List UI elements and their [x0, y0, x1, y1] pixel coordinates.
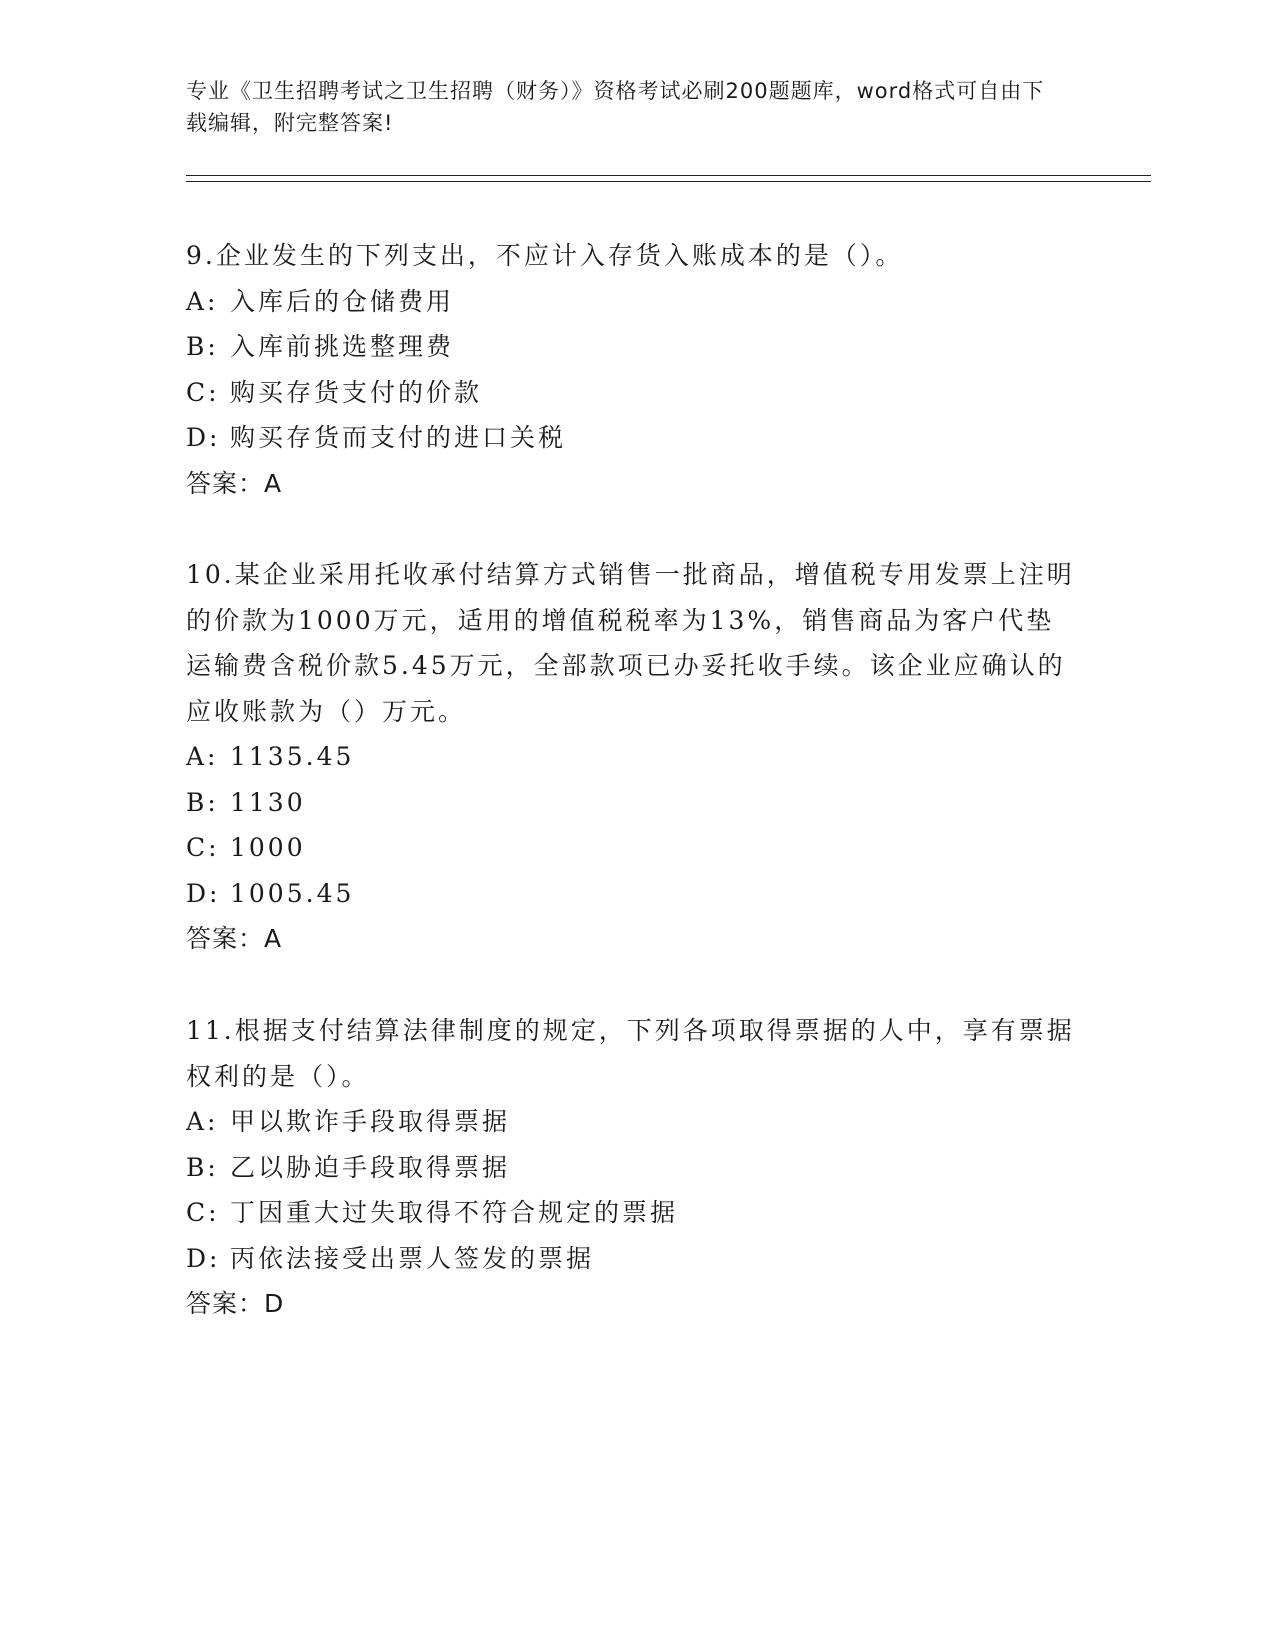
option-key: D:	[186, 1243, 221, 1273]
option-text: 入库后的仓储费用	[230, 286, 455, 316]
option-a	[186, 279, 1076, 325]
option-key: C:	[186, 1198, 220, 1227]
option-text: 甲以欺诈手段取得票据	[230, 1107, 511, 1136]
question-stem: 11.根据支付结算法律制度的规定，下列各项取得票据的人中，享有票据权利的是（）。	[186, 1016, 1075, 1091]
option-b	[186, 1145, 1076, 1191]
answer-line: 答案：A	[186, 924, 283, 953]
option-a	[186, 1099, 1076, 1145]
question-stem: 10.某企业采用托收承付结算方式销售一批商品，增值税专用发票上注明的价款为1000万元，适用的增值税税率为13%，销售商品为客户代垫运输费含税价款5.45万元，全部款项已办妥托收手续。该企业应确认的应收账款为（）万元。	[186, 560, 1075, 726]
answer-line: 答案：D	[186, 1289, 285, 1318]
option-text: 乙以胁迫手段取得票据	[230, 1152, 511, 1182]
option-key: C:	[186, 833, 220, 862]
option-key: C:	[186, 377, 220, 407]
question-10	[186, 552, 1076, 962]
document-header	[186, 75, 1066, 139]
option-text: 丙依法接受出票人签发的票据	[230, 1243, 595, 1273]
option-d	[186, 1236, 1076, 1282]
option-c	[186, 370, 1076, 416]
option-key: A:	[186, 286, 219, 316]
option-d	[186, 415, 1076, 461]
option-a	[186, 734, 1076, 780]
option-text: 1135.45	[230, 742, 355, 771]
option-d	[186, 871, 1076, 917]
option-c	[186, 1190, 1076, 1236]
answer-line: 答案：A	[186, 468, 283, 498]
option-key: D:	[186, 423, 221, 452]
option-key: B:	[186, 332, 219, 361]
option-text: 购买存货而支付的进口关税	[230, 423, 567, 452]
option-key: B:	[186, 1152, 219, 1182]
question-stem: 9.企业发生的下列支出，不应计入存货入账成本的是（）。	[186, 241, 904, 270]
header-intro-text: 专业《卫生招聘考试之卫生招聘（财务）》资格考试必刷200题题库，word格式可自由下载编辑，附完整答案!	[186, 79, 1045, 135]
option-text: 丁因重大过失取得不符合规定的票据	[230, 1198, 679, 1227]
option-key: B:	[186, 787, 219, 817]
question-9	[186, 233, 1076, 506]
option-text: 1005.45	[230, 878, 355, 908]
header-divider-bottom	[186, 181, 1151, 182]
option-key: A:	[186, 742, 219, 771]
option-text: 1130	[230, 787, 306, 817]
option-b	[186, 780, 1076, 826]
option-text: 1000	[230, 833, 306, 862]
option-b	[186, 324, 1076, 370]
option-text: 入库前挑选整理费	[230, 332, 455, 361]
header-divider-top	[186, 175, 1151, 176]
option-c	[186, 825, 1076, 871]
option-key: A:	[186, 1107, 219, 1136]
question-11	[186, 1008, 1076, 1327]
option-key: D:	[186, 878, 221, 908]
option-text: 购买存货支付的价款	[230, 377, 483, 407]
